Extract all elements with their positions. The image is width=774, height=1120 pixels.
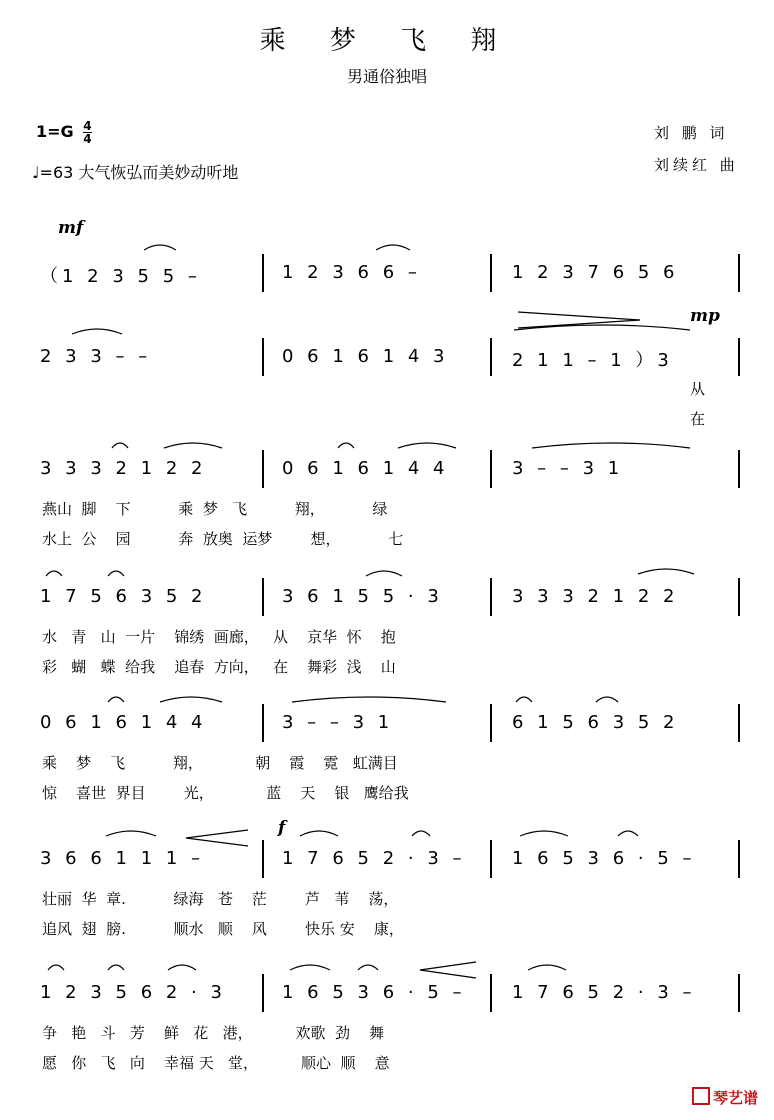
measure-2-3: 2 1 1 – 1 ）3 xyxy=(512,350,673,371)
score-title: 乘 梦 飞 翔 xyxy=(259,26,515,56)
slur xyxy=(338,443,354,448)
measure-4-2: 3 6 1 5 5 · 3 xyxy=(282,586,443,607)
measure-4-3: 3 3 3 2 1 2 2 xyxy=(512,586,679,607)
slur xyxy=(72,329,122,334)
score-subtitle: 男通俗独唱 xyxy=(346,67,427,86)
site-logo xyxy=(692,1087,758,1108)
slur xyxy=(516,697,532,702)
expression-text: 大气恢弘而美妙动听地 xyxy=(78,163,239,182)
slur xyxy=(160,697,222,702)
slur xyxy=(532,443,690,448)
slur xyxy=(48,965,64,970)
lyric-line-6-1: 壮丽 华 章. 绿海 苍 茫 芦 苇 荡， xyxy=(42,890,399,908)
lyric-line-7-2: 愿 你 飞 向 幸福 天 堂， 顺心 顺 意 xyxy=(42,1054,390,1072)
measure-5-1: 0 6 1 6 1 4 4 xyxy=(40,712,207,733)
measure-5-2: 3 – – 3 1 xyxy=(282,712,394,733)
slur xyxy=(514,325,690,330)
slur xyxy=(366,571,402,576)
key-label: 1=G xyxy=(36,122,74,141)
dynamic-mp: mp xyxy=(690,306,720,326)
slur xyxy=(398,443,456,448)
slur xyxy=(108,965,124,970)
measure-6-1: 3 6 6 1 1 1 – xyxy=(40,848,205,869)
measure-5-3: 6 1 5 6 3 5 2 xyxy=(512,712,679,733)
lyric-line-5-2: 惊 喜世 界目 光， 蓝 天 银 鹰给我 xyxy=(42,784,409,802)
lyric-line-5-1: 乘 梦 飞 翔， 朝 霞 霓 虹满目 xyxy=(42,754,398,772)
measure-7-2: 1 6 5 3 6 · 5 – xyxy=(282,982,466,1003)
slur xyxy=(290,965,330,970)
lyric-line-6-2: 追风 翅 膀. 顺水 顺 风 快乐 安 康， xyxy=(42,920,404,938)
slur xyxy=(106,831,156,836)
slur xyxy=(300,831,338,836)
crescendo-hairpin xyxy=(186,830,248,846)
measure-3-3: 3 – – 3 1 xyxy=(512,458,624,479)
measure-7-3: 1 7 6 5 2 · 3 – xyxy=(512,982,696,1003)
lyric-line-3-1: 燕山 脚 下 乘 梦 飞 翔， 绿 xyxy=(42,500,388,518)
slur xyxy=(618,831,638,836)
logo-text: 琴艺谱 xyxy=(712,1089,758,1107)
crescendo-marks xyxy=(186,312,640,978)
measure-2-1: 2 3 3 – – xyxy=(40,346,152,367)
slur xyxy=(144,245,176,250)
measure-2-2: 0 6 1 6 1 4 3 xyxy=(282,346,449,367)
slur xyxy=(520,831,568,836)
composer-credit: 刘续红 曲 xyxy=(654,156,739,174)
slur xyxy=(528,965,566,970)
measure-1-3: 1 2 3 7 6 5 6 xyxy=(512,262,679,283)
tempo-mark: ♩=63 xyxy=(32,163,74,182)
lyric-line-4-1: 水 青 山 一片 锦绣 画廊， 从 京华 怀 抱 xyxy=(42,628,396,646)
lyric-line-3-2: 水上 公 园 奔 放奥 运梦 想， 七 xyxy=(42,530,404,548)
lyric-pickup: 从 xyxy=(690,380,706,398)
slur xyxy=(108,697,124,702)
slur xyxy=(292,697,446,702)
measure-3-1: 3 3 3 2 1 2 2 xyxy=(40,458,207,479)
measure-6-2: 1 7 6 5 2 · 3 – xyxy=(282,848,466,869)
logo-icon xyxy=(692,1087,710,1105)
dynamic-f: f xyxy=(278,818,286,838)
measure-4-1: 1 7 5 6 3 5 2 xyxy=(40,586,207,607)
measure-1-2: 1 2 3 6 6 – xyxy=(282,262,421,283)
measure-1-1: （1 2 3 5 5 – xyxy=(40,266,201,287)
slur xyxy=(108,571,124,576)
crescendo-hairpin-2 xyxy=(420,962,476,978)
slur xyxy=(112,443,128,448)
slur xyxy=(46,571,62,576)
lyric-line-7-1: 争 艳 斗 芳 鲜 花 港， 欢歌 劲 舞 xyxy=(42,1024,385,1042)
lyric-line-4-2: 彩 蝴 蝶 给我 追春 方向， 在 舞彩 浅 山 xyxy=(42,658,396,676)
measure-6-3: 1 6 5 3 6 · 5 – xyxy=(512,848,696,869)
slur xyxy=(376,245,410,250)
lyricist-credit: 刘 鹏 词 xyxy=(654,124,729,142)
time-top: 4 xyxy=(83,119,92,133)
slur xyxy=(638,569,694,574)
lyric-pickup: 在 xyxy=(690,410,706,428)
dynamic-mf: mf xyxy=(58,218,84,238)
measure-7-1: 1 2 3 5 6 2 · 3 xyxy=(40,982,226,1003)
slur xyxy=(412,831,430,836)
measure-3-2: 0 6 1 6 1 4 4 xyxy=(282,458,449,479)
time-bottom: 4 xyxy=(83,132,92,146)
slur xyxy=(168,965,196,970)
slur xyxy=(596,697,618,702)
slur xyxy=(164,443,222,448)
slur xyxy=(358,965,378,970)
